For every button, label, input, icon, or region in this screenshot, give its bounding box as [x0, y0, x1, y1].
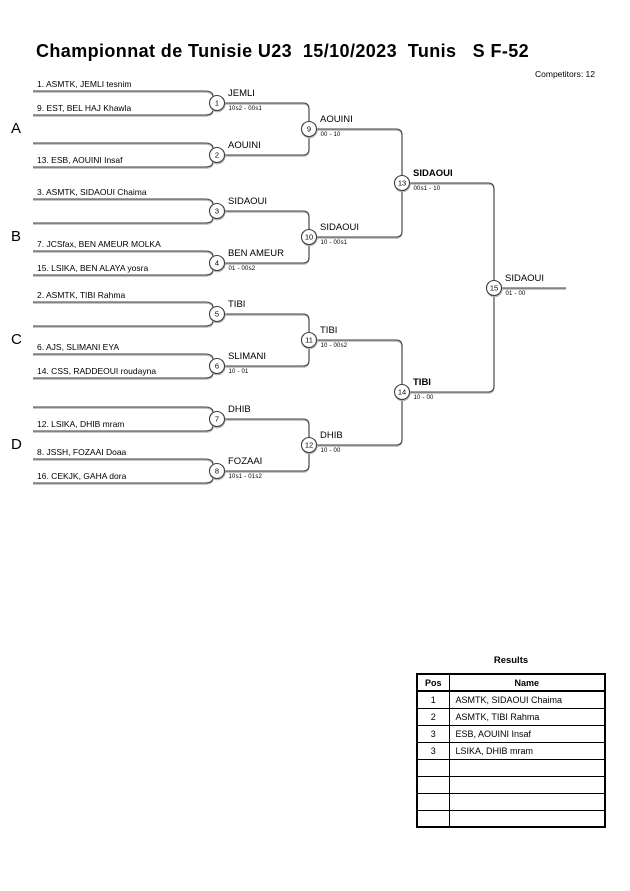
bracket-line — [33, 218, 213, 224]
results-name-cell — [449, 759, 605, 776]
match-winner-label: SIDAOUI — [413, 168, 453, 179]
results-row — [417, 742, 605, 759]
results-row — [417, 708, 605, 725]
match-number: 4 — [214, 258, 220, 268]
match-number: 10 — [304, 232, 314, 242]
results-col-pos: Pos — [417, 674, 449, 691]
match-score: 00s1 - 10 — [413, 185, 441, 192]
results-panel — [416, 655, 606, 828]
results-pos-cell: 3 — [417, 742, 449, 759]
results-name-cell: ESB, AOUINI Insaf — [449, 725, 605, 742]
match-number: 15 — [489, 283, 499, 293]
results-name-cell — [449, 793, 605, 810]
match-number: 12 — [304, 440, 314, 450]
match-number: 5 — [214, 309, 220, 319]
match-winner-label: DHIB — [228, 404, 251, 415]
competitor-label: 6. AJS, SLIMANI EYA — [37, 342, 120, 352]
match-score: 10 - 00s1 — [320, 239, 348, 246]
match-winner-label: TIBI — [228, 299, 246, 310]
bracket-line — [33, 200, 213, 206]
match-winner-label: AOUINI — [228, 140, 261, 151]
bracket-line — [317, 129, 402, 237]
competitor-label: 7. JCSfax, BEN AMEUR MOLKA — [37, 239, 161, 249]
bracket-line — [33, 408, 213, 414]
competitor-label: 8. JSSH, FOZAAI Doaa — [37, 447, 127, 457]
competitor-label: 3. ASMTK, SIDAOUI Chaima — [37, 187, 147, 197]
results-pos-cell: 1 — [417, 691, 449, 708]
results-col-name: Name — [449, 674, 605, 691]
competitor-label: 13. ESB, AOUINI Insaf — [37, 155, 123, 165]
match-winner-label: SIDAOUI — [320, 222, 360, 233]
match-winner-label: TIBI — [320, 325, 338, 336]
results-name-cell: ASMTK, TIBI Rahma — [449, 708, 605, 725]
group-letter: D — [11, 436, 22, 453]
group-letter: A — [11, 120, 22, 137]
results-row — [417, 776, 605, 793]
results-name-cell — [449, 810, 605, 827]
match-number: 2 — [214, 150, 220, 160]
bracket-line — [33, 460, 213, 466]
results-header-row — [417, 674, 605, 691]
match-number: 1 — [214, 98, 220, 108]
competitor-label: 2. ASMTK, TIBI Rahma — [37, 290, 126, 300]
results-pos-cell — [417, 810, 449, 827]
group-letter: C — [11, 331, 22, 348]
match-number: 8 — [214, 466, 220, 476]
group-letter: B — [11, 228, 22, 245]
bracket-line — [33, 144, 213, 150]
results-pos-cell: 2 — [417, 708, 449, 725]
results-table — [416, 673, 606, 828]
match-number: 14 — [397, 387, 407, 397]
bracket-line — [410, 184, 494, 393]
bracket-line — [33, 92, 213, 98]
competitor-label: 12. LSIKA, DHIB mram — [37, 419, 125, 429]
match-winner-label: AOUINI — [320, 114, 353, 125]
match-score: 10s1 - 01s2 — [228, 473, 263, 480]
match-winner-label: TIBI — [413, 377, 431, 388]
match-number: 9 — [306, 124, 312, 134]
results-title: Results — [493, 655, 529, 666]
match-number: 6 — [214, 361, 220, 371]
bracket-line — [33, 355, 213, 361]
match-number: 13 — [397, 178, 407, 188]
bracket-line — [410, 183, 494, 392]
results-pos-cell — [417, 776, 449, 793]
match-score: 10 - 01 — [228, 368, 249, 375]
match-winner-label: DHIB — [320, 430, 343, 441]
results-row — [417, 793, 605, 810]
results-row — [417, 691, 605, 708]
results-pos-cell: 3 — [417, 725, 449, 742]
results-row — [417, 725, 605, 742]
match-number: 7 — [214, 414, 220, 424]
results-pos-cell — [417, 793, 449, 810]
match-score: 10 - 00s2 — [320, 342, 348, 349]
bracket-line — [33, 321, 213, 327]
match-winner-label: BEN AMEUR — [228, 248, 284, 259]
results-row — [417, 810, 605, 827]
competitors-count: Competitors: 12 — [535, 69, 595, 79]
match-score: 01 - 00s2 — [228, 265, 256, 272]
match-number: 11 — [305, 335, 313, 345]
competitor-label: 9. EST, BEL HAJ Khawla — [37, 103, 132, 113]
match-score: 10 - 00 — [413, 394, 434, 401]
results-name-cell: LSIKA, DHIB mram — [449, 742, 605, 759]
competitor-label: 14. CSS, RADDEOUI roudayna — [37, 366, 157, 376]
match-number: 3 — [214, 206, 220, 216]
bracket-line — [33, 252, 213, 258]
match-score: 01 - 00 — [505, 290, 526, 297]
competitor-label: 16. CEKJK, GAHA dora — [37, 471, 127, 481]
match-winner-label: SIDAOUI — [505, 273, 545, 284]
competitor-label: 15. LSIKA, BEN ALAYA yosra — [37, 263, 149, 273]
match-winner-label: SIDAOUI — [228, 196, 268, 207]
match-score: 00 - 10 — [320, 131, 341, 138]
bracket-line — [33, 303, 213, 309]
results-name-cell: ASMTK, SIDAOUI Chaima — [449, 691, 605, 708]
match-winner-label: JEMLI — [228, 88, 255, 99]
competitor-label: 1. ASMTK, JEMLI tesnim — [37, 79, 132, 89]
match-winner-label: FOZAAI — [228, 456, 263, 467]
page-title: Championnat de Tunisie U23 15/10/2023 Tunis S F-52 — [36, 41, 530, 61]
results-pos-cell — [417, 759, 449, 776]
match-score: 10 - 00 — [320, 447, 341, 454]
results-row — [417, 759, 605, 776]
match-score: 10s2 - 00s1 — [228, 105, 263, 112]
results-name-cell — [449, 776, 605, 793]
match-winner-label: SLIMANI — [228, 351, 267, 362]
